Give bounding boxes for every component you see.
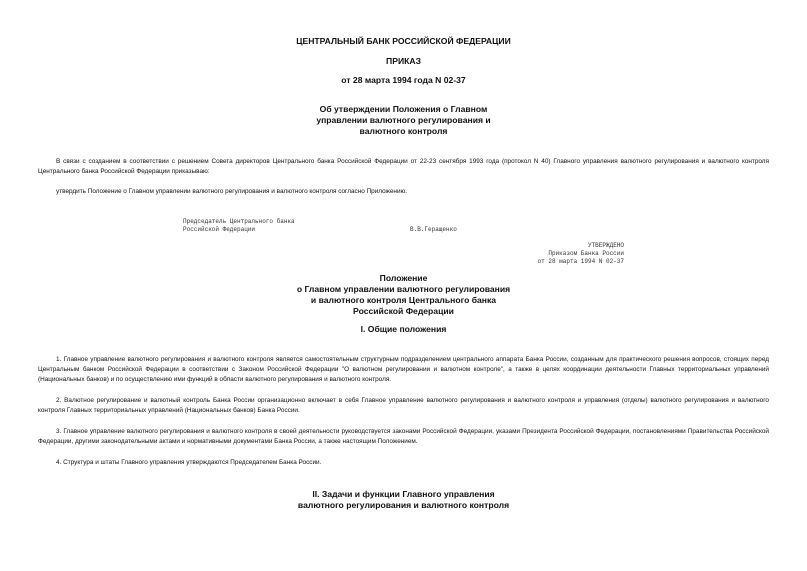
regulation-title-line-2: о Главном управлении валютного регулирования (296, 284, 511, 294)
section-1-item-1 (38, 355, 769, 385)
section-2-title-line-2: валютного регулирования и валютного контроля (297, 500, 510, 510)
document-title-line-3: валютного контроля (359, 126, 448, 136)
regulation-title-line-1: Положение (379, 273, 428, 283)
preamble-text: В связи с созданием в соответствии с решением Совета директоров Центрального банка Российской Федерации от 22-23 сентября 1993 года (протокол N 40) Главного управления валютного регулирования и валютного контроля Центрального банка Российской Федерации приказываю: (38, 158, 769, 175)
section-1-item-3-text: 3. Главное управление валютного регулирования и валютного контроля в своей деятельности руководствуется законами Российской Федерации, указами Президента Российской Федерации, постановлениями Правительства Российской Федерации, другими законодательными актами и нормативными документами Банка России, а также настоящим Положением. (38, 428, 769, 445)
document-title-line-2: управлении валютного регулирования и (316, 115, 491, 125)
regulation-title-line-3: и валютного контроля Центрального банка (310, 295, 497, 305)
order-text: утвердить Положение о Главном управлении валютного регулирования и валютного контроля согласно Приложению. (56, 188, 408, 195)
preamble-paragraph (38, 157, 769, 177)
document-title-line-1: Об утверждении Положения о Главном (319, 104, 488, 114)
section-1-item-4 (38, 458, 769, 468)
approval-line-1: УТВЕРЖДЕНО (587, 242, 624, 249)
document-date: от 28 марта 1994 года N 02-37 (341, 75, 466, 85)
section-1-item-4-text: 4. Структура и штаты Главного управления утверждаются Председателем Банка России. (56, 459, 322, 466)
section-1-item-3 (38, 427, 769, 447)
approval-line-2: Приказом Банка России (548, 250, 624, 257)
signatory-position-line-1: Председатель Центрального банка (183, 218, 295, 225)
signatory-position-line-2: Российской Федерации (183, 226, 256, 233)
regulation-title-line-4: Российской Федерации (353, 306, 454, 316)
issuer-heading: ЦЕНТРАЛЬНЫЙ БАНК РОССИЙСКОЙ ФЕДЕРАЦИИ (296, 36, 511, 46)
signatory-name: В.В.Геращенко (410, 226, 457, 233)
section-2-title-line-1: II. Задачи и функции Главного управления (312, 489, 495, 499)
section-1-item-1-text: 1. Главное управление валютного регулирования и валютного контроля является самостоятельным структурным подразделением центрального аппарата Банка России, созданным для практического решения вопросов, стоящих перед Центральным банком Российской Федерации в соответствии с Законом Российской Федерации "О валютном регулировании и валютном контроле", а также в целях координации деятельности Главных территориальных управлений (Национальных банков) и по осуществлению ими функций в области валютного регулирования и валютного контроля. (38, 356, 769, 383)
section-1-item-2-text: 2. Валютное регулирование и валютный контроль Банка России организационно включает в себя Главное управление валютного регулирования и валютного контроля и управления (отделы) валютного регулирования и валютного контроля Главных территориальных управлений (Национальных банков) Банка России. (38, 397, 769, 414)
document-type: ПРИКАЗ (386, 56, 421, 66)
approval-line-3: от 28 марта 1994 N 02-37 (537, 258, 624, 265)
section-1-title: I. Общие положения (360, 324, 447, 334)
order-paragraph (38, 187, 769, 197)
section-1-item-2 (38, 396, 769, 416)
